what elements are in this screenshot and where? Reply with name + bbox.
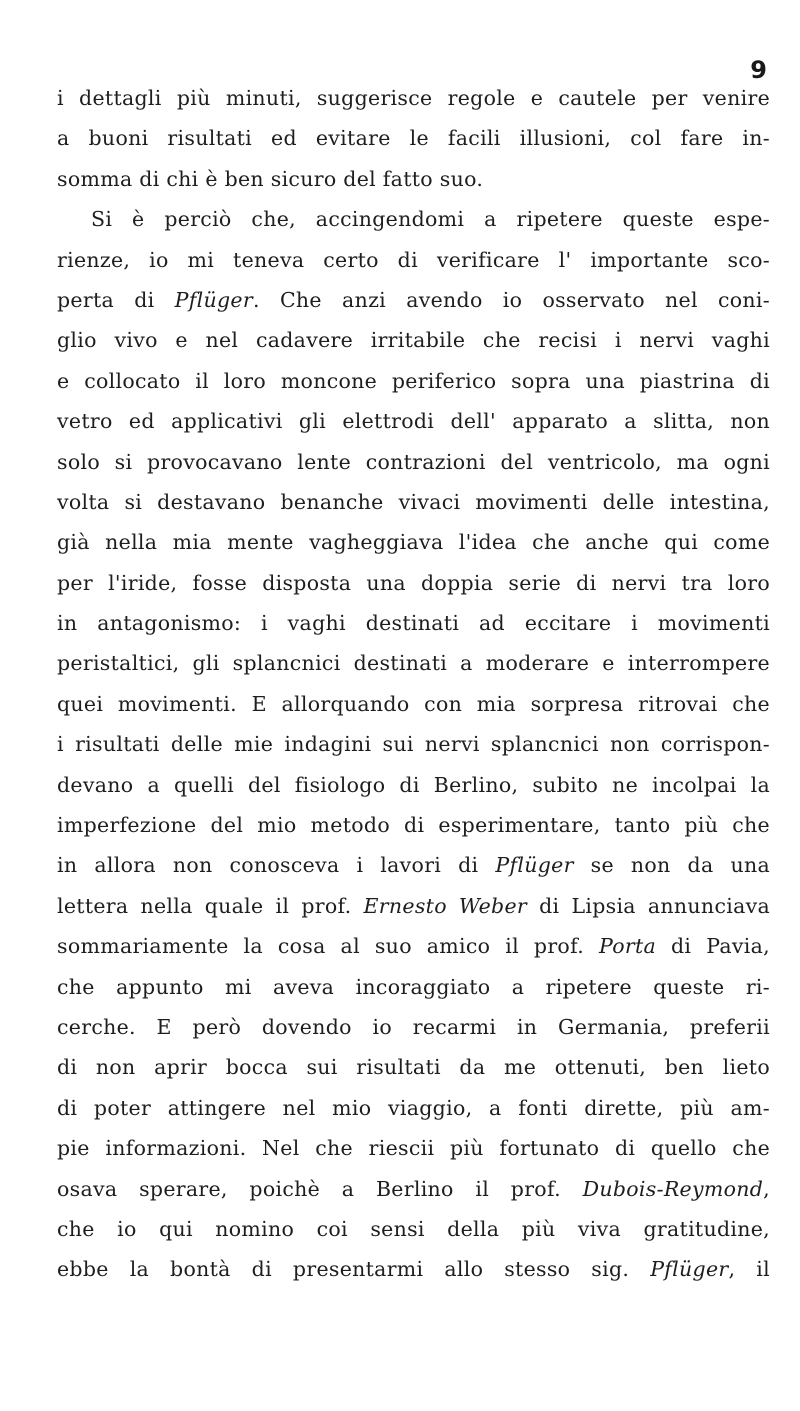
text-line: quei movimenti. E allorquando con mia sorpresa ritrovai che	[57, 691, 770, 716]
text-line: che io qui nomino coi sensi della più viva gratitudine,	[57, 1216, 770, 1241]
text-line: osava sperare, poichè a Berlino il prof. Dubois-Reymond,	[57, 1176, 770, 1201]
text-line: perta di Pflüger. Che anzi avendo io osservato nel coni-	[57, 287, 770, 312]
body-text	[57, 78, 770, 1290]
text-line: lettera nella quale il prof. Ernesto Weber di Lipsia annunciava	[57, 893, 771, 918]
italic-name: Pflüger	[495, 853, 574, 878]
text-line: ebbe la bontà di presentarmi allo stesso sig. Pflüger, il	[57, 1257, 770, 1282]
text-line: cerche. E però dovendo io recarmi in Germania, preferii	[57, 1014, 770, 1039]
text-line: vetro ed applicativi gli elettrodi dell' apparato a slitta, non	[57, 409, 770, 434]
text-line: già nella mia mente vagheggiava l'idea che anche qui come	[57, 530, 770, 555]
text-line: i risultati delle mie indagini sui nervi splancnici non corrispon-	[57, 732, 770, 757]
text-line: Si è perciò che, accingendomi a ripetere queste espe-	[91, 207, 770, 232]
text-line: in allora non conosceva i lavori di Pflüger se non da una	[57, 853, 770, 878]
text-line: pie informazioni. Nel che riescii più fortunato di quello che	[57, 1136, 770, 1161]
text-line: volta si destavano benanche vivaci movimenti delle intestina,	[57, 489, 770, 514]
text-line: imperfezione del mio metodo di esperimentare, tanto più che	[57, 813, 770, 838]
page-number: 9	[750, 56, 767, 84]
text-line: e collocato il loro moncone periferico sopra una piastrina di	[57, 368, 770, 393]
text-line: glio vivo e nel cadavere irritabile che recisi i nervi vaghi	[57, 328, 770, 353]
italic-name: Ernesto Weber	[363, 893, 528, 918]
text-line: solo si provocavano lente contrazioni del ventricolo, ma ogni	[57, 449, 770, 474]
text-line: a buoni risultati ed evitare le facili illusioni, col fare in-	[57, 126, 770, 151]
text-line: di non aprir bocca sui risultati da me ottenuti, ben lieto	[57, 1055, 770, 1080]
text-line: sommariamente la cosa al suo amico il prof. Porta di Pavia,	[57, 934, 770, 959]
italic-name: Pflüger	[650, 1257, 729, 1282]
text-line: in antagonismo: i vaghi destinati ad eccitare i movimenti	[57, 611, 770, 636]
text-line: di poter attingere nel mio viaggio, a fonti dirette, più am-	[57, 1095, 770, 1120]
text-line: per l'iride, fosse disposta una doppia serie di nervi tra loro	[57, 570, 770, 595]
italic-name: Porta	[598, 934, 657, 959]
text-line: i dettagli più minuti, suggerisce regole e cautele per venire	[57, 86, 770, 110]
text-line: devano a quelli del fisiologo di Berlino, subito ne incolpai la	[57, 772, 770, 797]
text-line: che appunto mi aveva incoraggiato a ripetere queste ri-	[57, 974, 770, 999]
italic-name: Dubois-Reymond	[582, 1176, 764, 1201]
text-line: peristaltici, gli splancnici destinati a moderare e interrompere	[57, 651, 770, 676]
italic-name: Pflüger	[174, 287, 253, 312]
text-line: somma di chi è ben sicuro del fatto suo.	[57, 166, 484, 191]
text-line: rienze, io mi teneva certo di verificare l' importante sco-	[57, 247, 770, 272]
